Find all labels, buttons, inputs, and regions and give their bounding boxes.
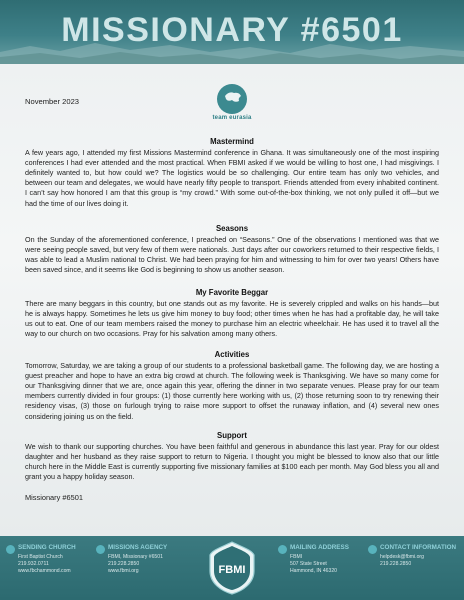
section-title: My Favorite Beggar [195, 288, 269, 297]
section-body: Tomorrow, Saturday, we are taking a group of our students to a professional basketball game. The following day, we are hosting a guest preacher and hope to have an extra big crowd at church. The following week is Thanksgiving. We have so many come for our Thanksgiving dinner that we are, once again this year, offering the dinner in two separate venues. Please pray for our team members currently divided in four groups: (1) those currently here working with us, (2) those returning soon to try renewing their residency visas, (3) those on furlough trying to raise more support to offset the runaway inflation, and (4) several new ones considering joining us on the field. [25, 360, 439, 421]
footer-line: FBMI, Missionary #6501 [108, 554, 163, 560]
footer-line: Hammond, IN 46320 [290, 568, 338, 574]
fbmi-logo-text: FBMI [218, 564, 246, 576]
footer-heading: CONTACT INFORMATION [380, 544, 457, 551]
section-activities [25, 350, 439, 422]
section-title: Support [217, 431, 247, 440]
footer-line: www.fbchammond.com [18, 568, 71, 574]
section-title: Mastermind [210, 137, 254, 146]
footer-heading: MAILING ADDRESS [290, 544, 349, 551]
team-logo-text: team eurasia [212, 115, 252, 121]
fbmi-logo [208, 541, 256, 595]
letter-date: November 2023 [25, 97, 80, 106]
footer-line: 507 State Street [290, 561, 327, 567]
letter-signoff: Missionary #6501 [25, 493, 83, 502]
section-body: On the Sunday of the aforementioned conference, I preached on “Seasons.” One of the observations I mentioned was that we were seeing people saved, but very few of them were nationals. Just days after our coworkers returned to their respective fields, I was able to lead a Muslim national to Christ. We had been praying for him and witnessing to him for over two years! Others have been saved since, and it seems like God is beginning to show us another season. [25, 234, 439, 275]
section-title: Activities [214, 350, 250, 359]
header-banner [0, 0, 464, 64]
church-icon [6, 545, 15, 554]
footer-heading: MISSIONS AGENCY [108, 544, 168, 551]
agency-icon [96, 545, 105, 554]
section-favorite-beggar [25, 288, 439, 339]
section-body: A few years ago, I attended my first Missions Mastermind conference in Ghana. It was simultaneously one of the most inspiring conferences I had ever attended and the most practical. When FBMI asked if we would be willing to host one, I had misgivings. I definitely wanted to, but how could we? The logistics would be so challenging. Our entire team has only two vehicles, and between our team and delegates, we would have nearly fifty people to transport. Friends attended from every inhabited continent. I can’t say how honored I am that this group is “my crowd.” With some out-of-the-box thinking, we not only pulled it off—but we had the time of our lives doing it. [25, 147, 439, 208]
footer-heading: SENDING CHURCH [18, 544, 76, 551]
footer-line: www.fbmi.org [108, 568, 139, 574]
mail-icon [278, 545, 287, 554]
missionary-title: MISSIONARY #6501 [61, 11, 403, 49]
globe-icon [217, 84, 247, 114]
footer-line: 219.932.0711 [18, 561, 49, 567]
footer-line: 219.228.2850 [380, 561, 412, 567]
footer-line: 219.228.2850 [108, 561, 140, 567]
footer-line: First Baptist Church [18, 554, 63, 560]
section-support [25, 431, 439, 482]
footer-line: FBMI [290, 554, 303, 560]
section-body: We wish to thank our supporting churches. You have been faithful and generous in abundance this last year. Pray for our oldest daughter and her husband as they raise support to return to Nigeria. I thought you might be blessed to know also that our little church here in the Middle East is currently supporting five missionary families at $100 each per month. May God bless you all and grant you a happy holiday season. [25, 441, 439, 482]
team-logo [211, 84, 253, 126]
footer-email-link[interactable]: helpdesk@fbmi.org [380, 554, 424, 560]
section-title: Seasons [215, 224, 249, 233]
phone-icon [368, 545, 377, 554]
section-mastermind [25, 137, 439, 209]
section-body: There are many beggars in this country, but one stands out as my favorite. He is severely crippled and walks on his hands—but he is always happy. Sometimes he lets us give him money to buy food; other times when he has had a profitable day, he will take us out to eat. One of our team members raised the money to purchase him an electric wheelchair. He has used it to travel all the way to our church on two occasions. Pray for his salvation among many others. [25, 298, 439, 339]
section-seasons [25, 224, 439, 275]
